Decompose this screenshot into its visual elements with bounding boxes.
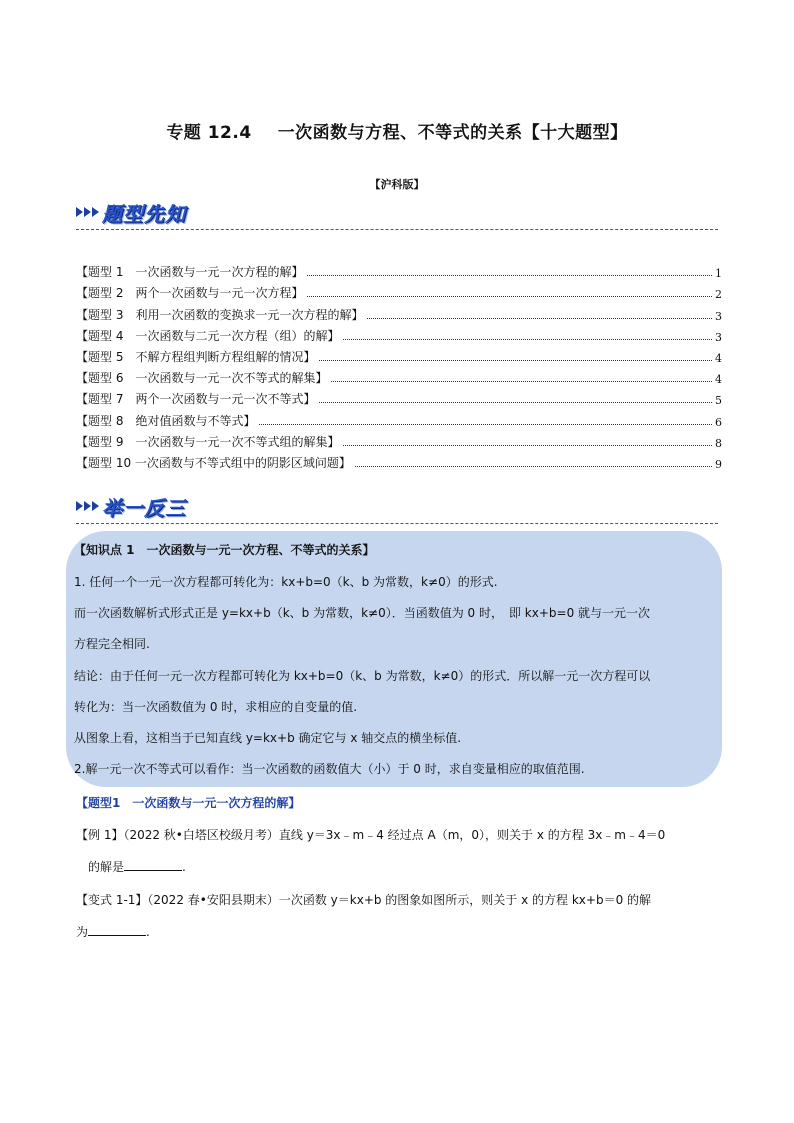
toc-page-number: 9 xyxy=(715,457,722,471)
knowledge-box xyxy=(66,531,722,787)
dot-leader xyxy=(331,380,712,382)
page-title xyxy=(0,118,794,143)
section-title: 【题型1 一次函数与一元一次方程的解】 xyxy=(76,796,301,810)
dot-leader xyxy=(319,401,712,403)
table-of-contents xyxy=(76,259,722,471)
toc-item-label: 【题型 6 一次函数与一元一次不等式的解集】 xyxy=(76,371,328,386)
variant-answer-line xyxy=(76,923,150,940)
variant-prompt: 为 xyxy=(76,925,89,939)
dot-leader xyxy=(343,338,712,340)
toc-item-label: 【题型 10 一次函数与不等式组中的阴影区域问题】 xyxy=(76,455,351,470)
knowledge-line: 转化为：当一次函数值为 0 时，求相应的自变量的值. xyxy=(74,700,358,714)
knowledge-line: 结论：由于任何一元一次方程都可转化为 kx+b=0（k、b 为常数，k≠0）的形式．所以解一元一次方程可以 xyxy=(74,669,651,683)
toc-item-label: 【题型 9 一次函数与一元一次不等式组的解集】 xyxy=(76,434,340,449)
toc-item[interactable] xyxy=(76,450,722,471)
main-banner xyxy=(76,491,186,521)
example-line: 【例 1】（2022 秋•白塔区校级月考）直线 y＝3x﹣m﹣4 经过点 A（m，0），则关于 x 的方程 3x﹣m﹣4＝0 xyxy=(76,828,666,842)
dot-leader xyxy=(319,359,712,361)
toc-page-number: 4 xyxy=(715,373,722,387)
toc-item[interactable] xyxy=(76,407,722,428)
toc-item-label: 【题型 4 一次函数与二元一次方程（组）的解】 xyxy=(76,328,340,343)
toc-item[interactable] xyxy=(76,323,722,344)
toc-item-label: 【题型 3 利用一次函数的变换求一元一次方程的解】 xyxy=(76,307,364,322)
toc-item[interactable] xyxy=(76,344,722,365)
toc-item-label: 【题型 7 两个一次函数与一元一次不等式】 xyxy=(76,392,316,407)
toc-page-number: 3 xyxy=(715,309,722,323)
toc-banner xyxy=(76,197,186,227)
toc-page-number: 6 xyxy=(715,415,722,429)
period: . xyxy=(146,925,150,939)
toc-item[interactable] xyxy=(76,301,722,322)
knowledge-title: 【知识点 1 一次函数与一元一次方程、不等式的关系】 xyxy=(74,543,375,557)
toc-item[interactable] xyxy=(76,259,722,280)
answer-blank[interactable] xyxy=(124,859,182,871)
toc-item[interactable] xyxy=(76,429,722,450)
toc-page-number: 8 xyxy=(715,436,722,450)
toc-page-number: 2 xyxy=(715,288,722,302)
knowledge-line: 2.解一元一次不等式可以看作：当一次函数的函数值大（小）于 0 时，求自变量相应的取值范围. xyxy=(74,762,585,776)
variant-line: 【变式 1-1】（2022 春•安阳县期末）一次函数 y＝kx+b 的图象如图所示，则关于 x 的方程 kx+b＝0 的解 xyxy=(76,893,652,907)
dot-leader xyxy=(259,423,712,425)
knowledge-line: 而一次函数解析式形式正是 y=kx+b（k、b 为常数，k≠0）．当函数值为 0 时， 即 kx+b=0 就与一元一次 xyxy=(74,606,651,620)
toc-page-number: 4 xyxy=(715,351,722,365)
divider xyxy=(76,523,718,524)
knowledge-line: 1. 任何一个一元一次方程都可转化为：kx+b=0（k、b 为常数，k≠0）的形式. xyxy=(74,575,498,589)
toc-item-label: 【题型 1 一次函数与一元一次方程的解】 xyxy=(76,265,304,280)
dot-leader xyxy=(367,317,712,319)
toc-item[interactable] xyxy=(76,280,722,301)
dot-leader xyxy=(307,274,712,276)
example-answer-line xyxy=(88,858,186,875)
toc-banner-text: 题型先知 xyxy=(102,201,186,226)
toc-item[interactable] xyxy=(76,386,722,407)
toc-item-label: 【题型 2 两个一次函数与一元一次方程】 xyxy=(76,286,304,301)
toc-item-label: 【题型 5 不解方程组判断方程组解的情况】 xyxy=(76,349,316,364)
edition-label: 【沪科版】 xyxy=(369,178,425,191)
example-prompt: 的解是 xyxy=(88,860,125,874)
dot-leader xyxy=(307,295,712,297)
main-banner-text: 举一反三 xyxy=(102,495,186,520)
toc-item[interactable] xyxy=(76,365,722,386)
knowledge-line: 方程完全相同. xyxy=(74,637,150,651)
arrow-icon xyxy=(76,501,100,511)
dot-leader xyxy=(355,465,712,467)
knowledge-line: 从图象上看，这相当于已知直线 y=kx+b 确定它与 x 轴交点的横坐标值. xyxy=(74,731,462,745)
toc-item-label: 【题型 8 绝对值函数与不等式】 xyxy=(76,413,256,428)
dot-leader xyxy=(343,444,712,446)
period: . xyxy=(182,860,186,874)
title-text: 一次函数与方程、不等式的关系【十大题型】 xyxy=(277,123,628,143)
divider xyxy=(76,229,718,230)
answer-blank[interactable] xyxy=(88,924,146,936)
toc-page-number: 5 xyxy=(715,394,722,408)
toc-page-number: 1 xyxy=(715,267,722,281)
arrow-icon xyxy=(76,207,100,217)
title-number: 专题 12.4 xyxy=(166,123,252,143)
toc-page-number: 3 xyxy=(715,330,722,344)
